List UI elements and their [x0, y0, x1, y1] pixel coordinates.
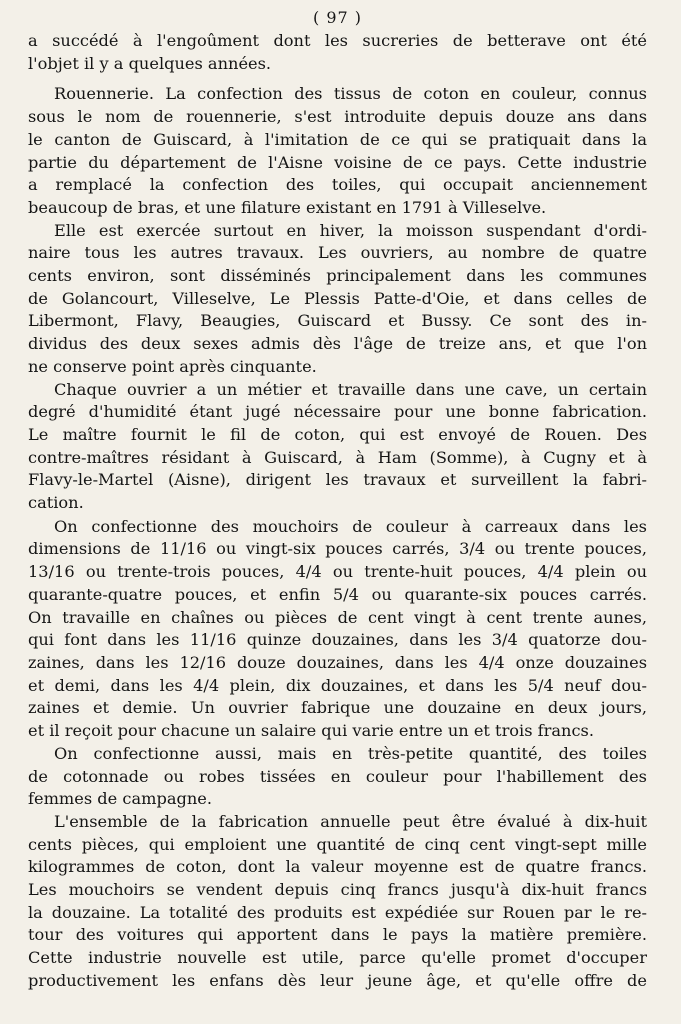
text-line: l'objet il y a quelques années. — [28, 53, 272, 73]
text-line: Libermont, Flavy, Beaugies, Guiscard et Bussy. Ce sont des in- — [28, 311, 647, 331]
text-line: Flavy-le-Martel (Aisne), dirigent les travaux et surveillent la fabri- — [28, 470, 647, 490]
text-line: contre-maîtres résidant à Guiscard, à Ham (Somme), à Cugny et à — [28, 447, 647, 467]
text-line: Elle est exercée surtout en hiver, la moisson suspendant d'ordi- — [54, 220, 647, 240]
paragraph-6 — [28, 743, 647, 811]
text-line: le canton de Guiscard, à l'imitation de ce qui se pratiquait dans la — [28, 129, 647, 149]
text-line: On travaille en chaînes ou pièces de cent vingt à cent trente aunes, — [28, 607, 647, 627]
paragraph-2 — [28, 83, 647, 219]
text-line: quarante-quatre pouces, et enfin 5/4 ou quarante-six pouces carrés. — [28, 584, 647, 604]
text-line: et il reçoit pour chacune un salaire qui varie entre un et trois francs. — [28, 721, 595, 741]
text-line: zaines, dans les 12/16 douze douzaines, dans les 4/4 onze douzaines — [28, 652, 647, 672]
text-line: L'ensemble de la fabrication annuelle peut être évalué à dix-huit — [54, 811, 647, 831]
text-line: qui font dans les 11/16 quinze douzaines, dans les 3/4 quatorze dou- — [28, 630, 647, 650]
page-number: ( 97 ) — [312, 8, 362, 27]
text-line: femmes de campagne. — [28, 789, 212, 809]
text-line: 13/16 ou trente-trois pouces, 4/4 ou trente-huit pouces, 4/4 plein ou — [28, 562, 647, 582]
text-line: a succédé à l'engoûment dont les sucreries de betterave ont été — [28, 31, 647, 50]
text-line: cation. — [28, 493, 84, 513]
text-line: a remplacé la confection des toiles, qui occupait anciennement — [28, 175, 647, 195]
text-line: cents pièces, qui emploient une quantité de cinq cent vingt-sept mille — [28, 834, 647, 854]
paragraph-1 — [28, 30, 647, 75]
paragraph-3 — [28, 220, 647, 379]
text-line: On confectionne aussi, mais en très-petite quantité, des toiles — [54, 743, 647, 763]
paragraph-5 — [28, 516, 647, 743]
text-line: dimensions de 11/16 ou vingt-six pouces carrés, 3/4 ou trente pouces, — [28, 539, 647, 559]
text-line: et demi, dans les 4/4 plein, dix douzaines, et dans les 5/4 neuf dou- — [28, 675, 647, 695]
text-line: cents environ, sont disséminés principalement dans les communes — [28, 266, 647, 286]
paragraph-4 — [28, 379, 647, 515]
text-line: naire tous les autres travaux. Les ouvriers, au nombre de quatre — [28, 243, 647, 263]
text-line: ne conserve point après cinquante. — [28, 356, 317, 376]
text-line: de cotonnade ou robes tissées en couleur pour l'habillement des — [28, 766, 647, 786]
text-line: On confectionne des mouchoirs de couleur à carreaux dans les — [54, 516, 647, 536]
text-line: Chaque ouvrier a un métier et travaille dans une cave, un certain — [54, 379, 647, 399]
text-line: Cette industrie nouvelle est utile, parce qu'elle promet d'occuper — [28, 948, 647, 968]
text-line: degré d'humidité étant jugé nécessaire pour une bonne fabrication. — [28, 402, 647, 422]
text-line: Le maître fournit le fil de coton, qui est envoyé de Rouen. Des — [28, 424, 647, 444]
text-line: productivement les enfans dès leur jeune âge, et qu'elle offre de — [28, 970, 647, 990]
text-line: zaines et demie. Un ouvrier fabrique une douzaine en deux jours, — [28, 698, 647, 718]
text-line: la douzaine. La totalité des produits est expédiée sur Rouen par le re- — [28, 902, 647, 922]
paragraph-7 — [28, 811, 647, 993]
text-line: Les mouchoirs se vendent depuis cinq francs jusqu'à dix-huit francs — [28, 880, 647, 900]
text-line: partie du département de l'Aisne voisine de ce pays. Cette industrie — [28, 152, 647, 172]
text-line: kilogrammes de coton, dont la valeur moyenne est de quatre francs. — [28, 857, 647, 877]
text-line: de Golancourt, Villeselve, Le Plessis Patte-d'Oie, et dans celles de — [28, 288, 647, 308]
text-line: beaucoup de bras, et une filature existant en 1791 à Villeselve. — [28, 197, 547, 217]
text-line: sous le nom de rouennerie, s'est introduite depuis douze ans dans — [28, 107, 647, 127]
text-line: tour des voitures qui apportent dans le pays la matière première. — [28, 925, 647, 945]
text-line: Rouennerie. La confection des tissus de coton en couleur, connus — [54, 84, 647, 104]
text-line: dividus des deux sexes admis dès l'âge de treize ans, et que l'on — [28, 334, 647, 354]
